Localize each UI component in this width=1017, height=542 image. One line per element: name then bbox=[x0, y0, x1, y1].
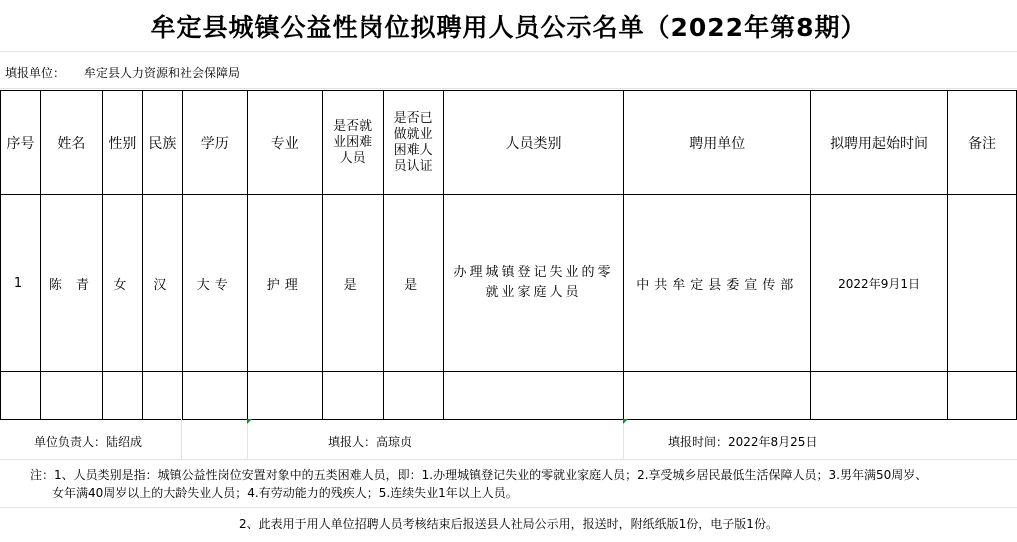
cell-name: 陈 青 bbox=[40, 195, 102, 372]
cell-remarks bbox=[948, 195, 1017, 372]
divider bbox=[0, 507, 1017, 508]
header-remarks: 备注 bbox=[948, 91, 1017, 195]
header-major: 专业 bbox=[247, 91, 322, 195]
filler: 填报人：高琼贞 bbox=[328, 435, 413, 449]
header-certified: 是否已做就业困难人员认证 bbox=[383, 91, 443, 195]
report-unit-row bbox=[0, 52, 1017, 89]
header-seq: 序号 bbox=[1, 91, 41, 195]
header-ethnicity: 民族 bbox=[142, 91, 182, 195]
cell-seq: 1 bbox=[1, 195, 41, 372]
empty-cell bbox=[182, 372, 247, 420]
table-row-empty bbox=[1, 372, 1017, 420]
empty-cell bbox=[1, 372, 41, 420]
report-unit-value: 牟定县人力资源和社会保障局 bbox=[84, 66, 241, 80]
cell-hardship: 是 bbox=[322, 195, 383, 372]
divider bbox=[181, 419, 182, 460]
header-start-date: 拟聘用起始时间 bbox=[811, 91, 948, 195]
header-employer: 聘用单位 bbox=[624, 91, 811, 195]
unit-head: 单位负责人：陆绍成 bbox=[34, 435, 143, 449]
cell-major: 护理 bbox=[247, 195, 322, 372]
header-gender: 性别 bbox=[102, 91, 142, 195]
note-1-line-1: 注：1、人员类别是指：城镇公益性岗位安置对象中的五类困难人员，即：1.办理城镇登记失业的零就业家庭人员；2.享受城乡居民最低生活保障人员；3.男年满50周岁、 bbox=[30, 468, 928, 482]
empty-cell bbox=[811, 372, 948, 420]
header-education: 学历 bbox=[182, 91, 247, 195]
table-header-row bbox=[1, 91, 1017, 195]
table-row bbox=[1, 195, 1017, 372]
empty-cell bbox=[322, 372, 383, 420]
header-name: 姓名 bbox=[40, 91, 102, 195]
document-title: 牟定县城镇公益性岗位拟聘用人员公示名单（2022年第8期） bbox=[0, 0, 1017, 52]
divider bbox=[247, 419, 248, 460]
note-2: 2、此表用于用人单位招聘人员考核结束后报送县人社局公示用，报送时，附纸纸版1份，电子版1份。 bbox=[239, 517, 778, 531]
cell-gender: 女 bbox=[102, 195, 142, 372]
empty-cell bbox=[40, 372, 102, 420]
empty-cell bbox=[383, 372, 443, 420]
header-hardship: 是否就业困难人员 bbox=[322, 91, 383, 195]
divider bbox=[623, 419, 624, 460]
signature-row bbox=[0, 419, 1017, 460]
empty-cell bbox=[247, 372, 322, 420]
fill-time: 填报时间：2022年8月25日 bbox=[668, 435, 818, 449]
empty-cell bbox=[443, 372, 624, 420]
cell-certified: 是 bbox=[383, 195, 443, 372]
cell-category: 办理城镇登记失业的零就业家庭人员 bbox=[443, 195, 624, 372]
personnel-table bbox=[0, 90, 1017, 420]
empty-cell bbox=[624, 372, 811, 420]
cell-start-date: 2022年9月1日 bbox=[811, 195, 948, 372]
cell-education: 大专 bbox=[182, 195, 247, 372]
empty-cell bbox=[102, 372, 142, 420]
empty-cell bbox=[142, 372, 182, 420]
cell-comment-marker bbox=[623, 419, 628, 424]
cell-employer: 中共牟定县委宣传部 bbox=[624, 195, 811, 372]
cell-comment-marker bbox=[247, 419, 252, 424]
empty-cell bbox=[948, 372, 1017, 420]
report-unit-label: 填报单位： bbox=[5, 66, 66, 80]
note-1 bbox=[30, 466, 1017, 502]
note-1-line-2: 女年满40周岁以上的大龄失业人员；4.有劳动能力的残疾人；5.连续失业1年以上人员。 bbox=[52, 486, 518, 500]
header-category: 人员类别 bbox=[443, 91, 624, 195]
cell-ethnicity: 汉 bbox=[142, 195, 182, 372]
